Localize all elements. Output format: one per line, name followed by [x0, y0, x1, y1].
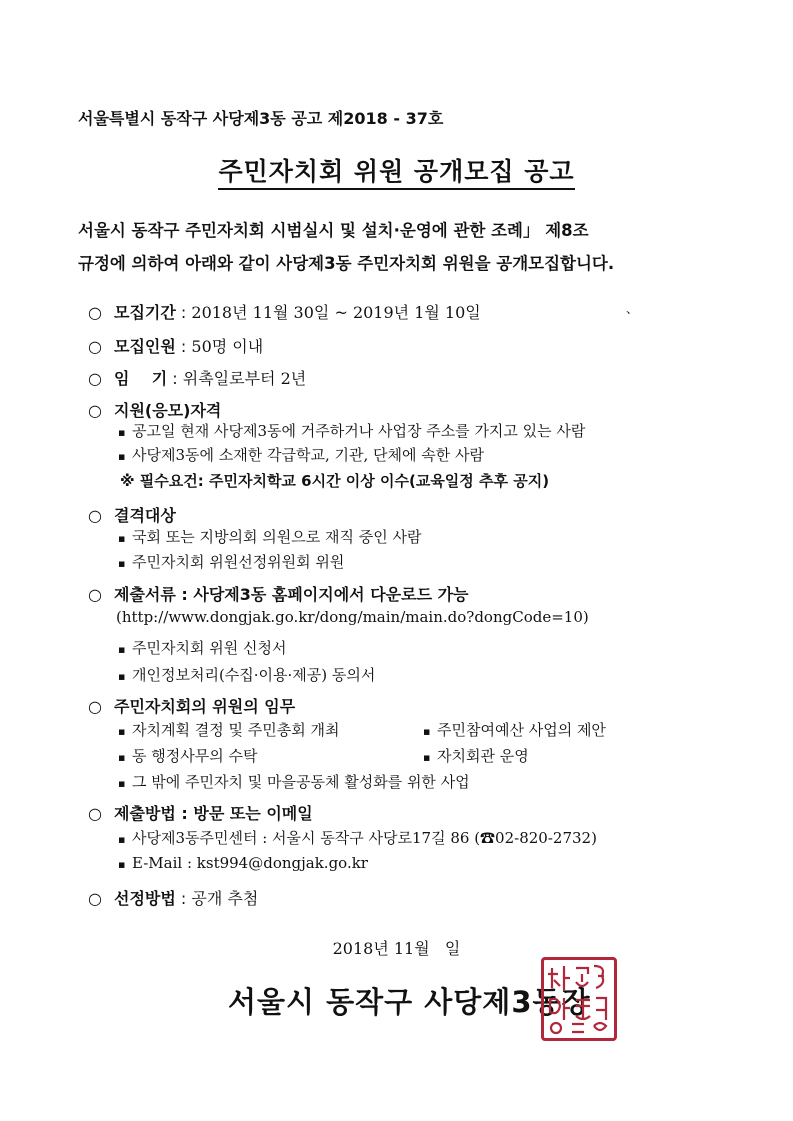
documents-line-1: ▪ 주민자치회 위원 신청서 [118, 639, 287, 657]
circle-bullet-icon: ○ [88, 337, 102, 356]
official-seal [541, 957, 617, 1041]
circle-bullet-icon: ○ [88, 369, 102, 388]
circle-bullet-icon: ○ [88, 889, 102, 908]
intro-line-2: 규정에 의하여 아래와 같이 사당제3동 주민자치회 위원을 공개모집합니다. [78, 254, 615, 273]
period-separator: : [175, 303, 192, 322]
square-bullet-icon: ▪ [118, 751, 126, 764]
duties-item [88, 694, 295, 717]
qualification-item [88, 398, 221, 421]
duties-label: 주민자치회의 위원의 임무 [114, 697, 296, 716]
duties-line-2: ▪ 주민참여예산 사업의 제안 [423, 721, 606, 739]
count-separator: : [175, 337, 192, 356]
period-label: 모집기간 [114, 303, 176, 322]
circle-bullet-icon: ○ [88, 804, 102, 823]
square-bullet-icon: ▪ [118, 643, 126, 656]
square-bullet-icon: ▪ [118, 426, 126, 439]
circle-bullet-icon: ○ [88, 585, 102, 604]
disqualification-label: 결격대상 [114, 506, 176, 525]
square-bullet-icon: ▪ [118, 532, 126, 545]
term-separator: : [167, 369, 183, 388]
qualification-label: 지원(응모)자격 [114, 401, 222, 420]
circle-bullet-icon: ○ [88, 506, 102, 525]
submission-label: 제출방법 : 방문 또는 이메일 [114, 804, 313, 823]
disqualification-item [88, 503, 176, 526]
notice-date: 2018년 11월 일 [332, 939, 461, 958]
stray-mark: 、 [626, 302, 639, 316]
count-item [88, 334, 263, 357]
page-title: 주민자치회 위원 공개모집 공고 [0, 152, 793, 188]
duties-line-4: ▪ 자치회관 운영 [423, 747, 529, 765]
square-bullet-icon: ▪ [118, 858, 126, 871]
square-bullet-icon: ▪ [423, 725, 431, 738]
period-item [88, 300, 481, 323]
documents-item [88, 582, 469, 605]
submission-item [88, 801, 313, 824]
count-value: 50명 이내 [191, 337, 264, 356]
circle-bullet-icon: ○ [88, 697, 102, 716]
duties-line-1: ▪ 자치계획 결정 및 주민총회 개최 [118, 721, 340, 739]
homepage-url: (http://www.dongjak.go.kr/dong/main/main.do?dongCode=10) [116, 608, 589, 626]
selection-separator: : [175, 889, 192, 908]
selection-item [88, 886, 258, 909]
square-bullet-icon: ▪ [118, 670, 126, 683]
submission-line-1: ▪ 사당제3동주민센터 : 서울시 동작구 사당로17길 86 (☎02-820-2732) [118, 829, 597, 847]
qualification-line-2: ▪ 사당제3동에 소재한 각급학교, 기관, 단체에 속한 사람 [118, 446, 484, 464]
square-bullet-icon: ▪ [118, 557, 126, 570]
term-label: 임 기 [114, 369, 168, 388]
submission-line-2: ▪ E-Mail : kst994@dongjak.go.kr [118, 854, 368, 872]
seal-stamp-icon [544, 960, 614, 1038]
selection-value: 공개 추첨 [191, 889, 259, 908]
duties-line-3: ▪ 동 행정사무의 수탁 [118, 747, 258, 765]
disqualification-line-2: ▪ 주민자치회 위원선정위원회 위원 [118, 553, 345, 571]
square-bullet-icon: ▪ [118, 777, 126, 790]
square-bullet-icon: ▪ [118, 450, 126, 463]
notice-number: 서울특별시 동작구 사당제3동 공고 제2018 - 37호 [78, 109, 444, 128]
documents-label: 제출서류 : 사당제3동 홈페이지에서 다운로드 가능 [114, 585, 469, 604]
circle-bullet-icon: ○ [88, 303, 102, 322]
intro-text [78, 214, 728, 280]
required-note: ※ 필수요건: 주민자치학교 6시간 이상 이수(교육일정 추후 공지) [120, 472, 550, 490]
disqualification-line-1: ▪ 국회 또는 지방의회 의원으로 재직 중인 사람 [118, 528, 422, 546]
term-item [88, 366, 306, 389]
qualification-line-1: ▪ 공고일 현재 사당제3동에 거주하거나 사업장 주소를 가지고 있는 사람 [118, 422, 586, 440]
term-value: 위촉일로부터 2년 [182, 369, 307, 388]
intro-line-1: 서울시 동작구 주민자치회 시범실시 및 설치·운영에 관한 조례」 제8조 [78, 221, 589, 240]
square-bullet-icon: ▪ [118, 833, 126, 846]
square-bullet-icon: ▪ [423, 751, 431, 764]
duties-line-5: ▪ 그 밖에 주민자치 및 마을공동체 활성화를 위한 사업 [118, 773, 470, 791]
documents-line-2: ▪ 개인정보처리(수집·이용·제공) 동의서 [118, 666, 376, 684]
signer-name: 서울시 동작구 사당제3동장 [228, 985, 591, 1019]
selection-label: 선정방법 [114, 889, 176, 908]
count-label: 모집인원 [114, 337, 176, 356]
square-bullet-icon: ▪ [118, 725, 126, 738]
circle-bullet-icon: ○ [88, 401, 102, 420]
period-value: 2018년 11월 30일 ~ 2019년 1월 10일 [191, 303, 481, 322]
